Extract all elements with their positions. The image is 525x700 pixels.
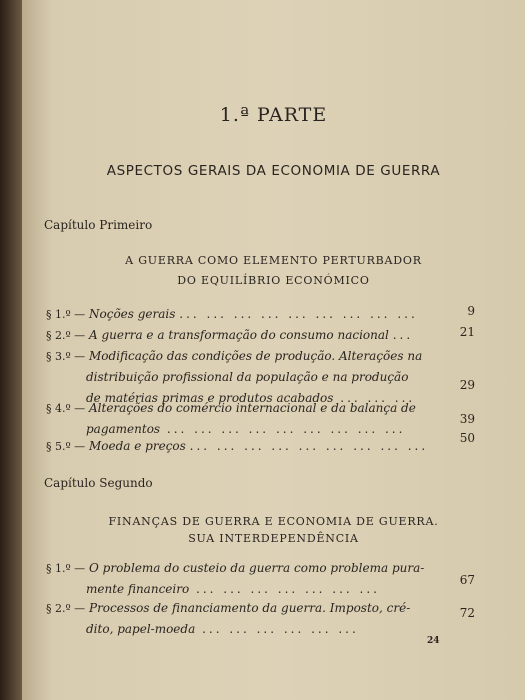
chapter-label: Capítulo Segundo	[44, 476, 153, 490]
section-number: § 4.º —	[46, 402, 86, 415]
page-number: 29	[459, 378, 475, 392]
entry-text: dito, papel-moeda	[86, 622, 196, 636]
leader-dots: ... ... ... ... ... ... ...	[189, 582, 380, 596]
page-number: 67	[459, 573, 475, 587]
toc-entry	[46, 436, 476, 457]
page-number: 9	[467, 304, 475, 318]
entry-text: de matérias primas e produtos acabados	[86, 391, 334, 405]
section-number: § 1.º —	[46, 562, 86, 575]
page-number: 50	[459, 431, 475, 445]
section-number: § 3.º —	[46, 350, 86, 363]
toc-entry	[46, 325, 476, 346]
section-number: § 5.º —	[46, 440, 86, 453]
entry-text: O problema do custeio da guerra como problema pura-	[89, 561, 425, 575]
chapter-label: Capítulo Primeiro	[44, 218, 153, 232]
chapter-title-line: A GUERRA COMO ELEMENTO PERTURBADOR	[125, 254, 422, 267]
entry-text: distribuição profissional da população e na produção	[86, 370, 409, 384]
folio-number: 24	[427, 636, 440, 646]
toc-entry	[46, 598, 476, 640]
entry-text: Moeda e preços	[89, 439, 186, 453]
page-number: 21	[459, 325, 475, 339]
chapter-title-line: DO EQUILÍBRIO ECONÓMICO	[177, 274, 370, 287]
part-subtitle: ASPECTOS GERAIS DA ECONOMIA DE GUERRA	[106, 163, 441, 179]
entry-text: Modificação das condições de produção. Alterações na	[89, 349, 423, 363]
leader-dots: ...	[392, 328, 414, 342]
leader-dots: ... ... ... ... ... ... ... ... ...	[189, 439, 429, 453]
leader-dots: ... ... ... ... ... ...	[195, 622, 359, 636]
page-number: 72	[459, 606, 475, 620]
chapter-title-line: SUA INTERDEPENDÊNCIA	[188, 532, 359, 545]
leader-dots: ... ... ... ... ... ... ... ... ...	[179, 307, 418, 321]
section-number: § 2.º —	[46, 602, 86, 615]
entry-text: mente financeiro	[86, 582, 190, 596]
chapter-title-line: FINANÇAS DE GUERRA E ECONOMIA DE GUERRA.	[108, 515, 439, 528]
entry-text: A guerra e a transformação do consumo nacional	[89, 328, 389, 342]
book-gutter	[0, 0, 22, 700]
leader-dots: ... ... ... ... ... ... ... ... ...	[160, 422, 406, 436]
entry-text: Processos de financiamento da guerra. Imposto, cré-	[89, 601, 411, 615]
section-number: § 1.º —	[46, 308, 86, 321]
entry-text: pagamentos	[86, 422, 161, 436]
entry-text: Noções gerais	[89, 307, 176, 321]
entry-text: Alterações do comércio internacional e da balança de	[89, 401, 416, 415]
toc-entry	[46, 558, 476, 600]
section-number: § 2.º —	[46, 329, 86, 342]
page-number: 39	[459, 412, 475, 426]
part-title: 1.ª PARTE	[219, 104, 328, 126]
toc-entry	[46, 304, 476, 325]
toc-entry	[46, 398, 476, 440]
book-page	[22, 0, 525, 700]
leader-dots: ... ... ...	[333, 391, 416, 405]
